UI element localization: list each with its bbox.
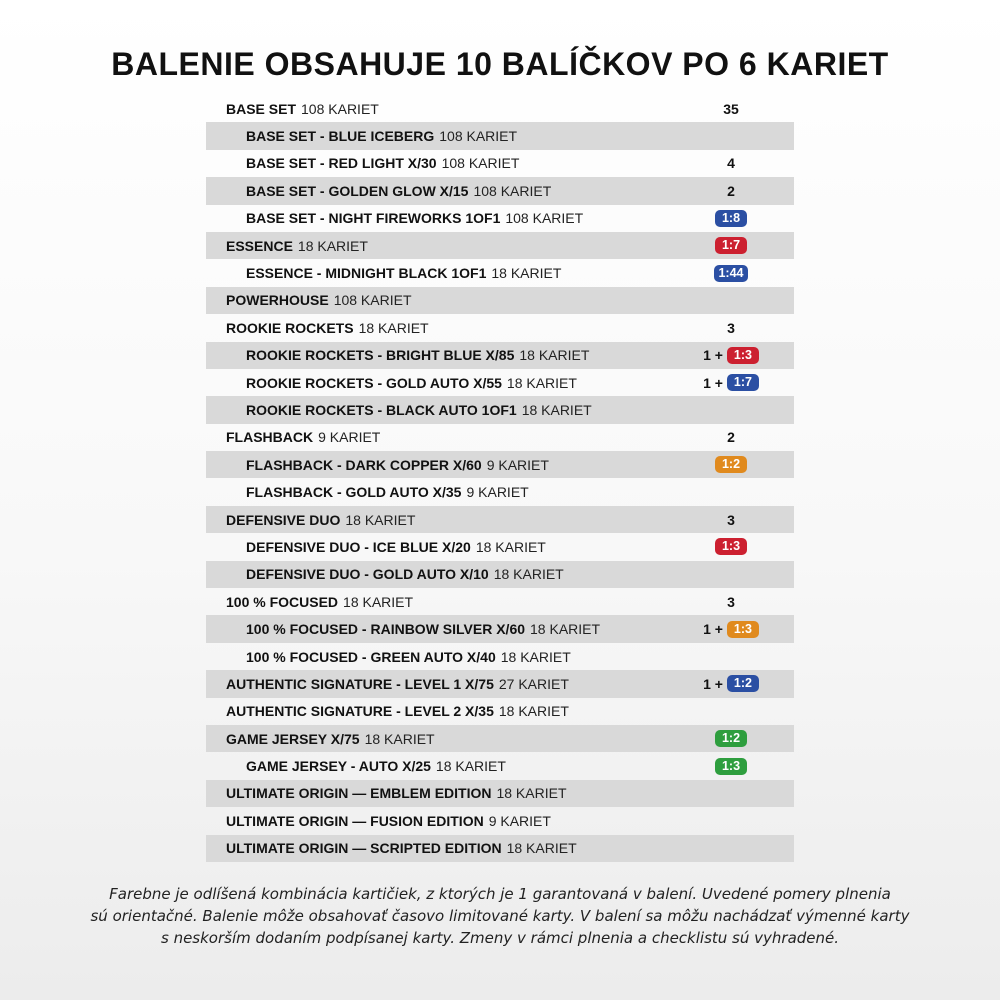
- row-ratio: [676, 506, 786, 533]
- row-label: [226, 314, 429, 341]
- row-name: 100 % FOCUSED - GREEN AUTO X/40: [246, 648, 496, 665]
- row-label: [246, 533, 546, 560]
- page-title: BALENIE OBSAHUJE 10 BALÍČKOV PO 6 KARIET: [111, 46, 889, 82]
- table-row: [206, 177, 794, 204]
- ratio-badge: 1:44: [714, 265, 747, 282]
- row-count: 108 KARIET: [505, 210, 584, 227]
- table-row: [206, 588, 794, 615]
- row-ratio: [676, 122, 786, 149]
- row-label: [226, 232, 368, 259]
- row-prefix: 1 +: [703, 374, 723, 391]
- row-name: BASE SET - RED LIGHT X/30: [246, 155, 437, 172]
- row-name: 100 % FOCUSED: [226, 593, 339, 610]
- table-row: [206, 725, 794, 752]
- row-count: 18 KARIET: [493, 566, 564, 583]
- row-name: 100 % FOCUSED - RAINBOW SILVER X/60: [246, 621, 526, 638]
- row-name: ESSENCE: [226, 237, 293, 254]
- row-ratio: [676, 588, 786, 615]
- row-name: ROOKIE ROCKETS - GOLD AUTO X/55: [246, 374, 502, 391]
- footer-line: s neskorším dodaním podpísanej karty. Zmeny v rámci plnenia a checklistu sú vyhradené.: [160, 929, 840, 947]
- row-label: [226, 780, 567, 807]
- row-count: 9 KARIET: [486, 456, 549, 473]
- ratio-badge: 1:7: [715, 237, 747, 254]
- row-count: 108 KARIET: [473, 182, 552, 199]
- row-label: [246, 259, 561, 286]
- row-label: [226, 588, 413, 615]
- table-row: [206, 561, 794, 588]
- row-ratio: [676, 643, 786, 670]
- table-row: [206, 95, 794, 122]
- footer-line: sú orientačné. Balenie môže obsahovať časovo limitované karty. V balení sa môžu nachádzať výmenné karty: [90, 907, 910, 925]
- row-ratio: [676, 424, 786, 451]
- row-count: 18 KARIET: [496, 785, 567, 802]
- row-ratio: [676, 259, 786, 286]
- row-ratio: [676, 232, 786, 259]
- footer-note: [60, 883, 940, 949]
- row-value: 35: [723, 100, 739, 117]
- table-row: [206, 287, 794, 314]
- row-ratio: [676, 95, 786, 122]
- table-row: [206, 670, 794, 697]
- row-ratio: [676, 533, 786, 560]
- row-label: [226, 670, 569, 697]
- table-row: [206, 835, 794, 862]
- row-name: AUTHENTIC SIGNATURE - LEVEL 1 X/75: [226, 675, 494, 692]
- ratio-badge: 1:2: [715, 456, 747, 473]
- row-label: [246, 752, 506, 779]
- row-name: DEFENSIVE DUO: [226, 511, 341, 528]
- row-ratio: [676, 342, 786, 369]
- row-count: 18 KARIET: [506, 374, 577, 391]
- table-row: [206, 424, 794, 451]
- row-label: [246, 205, 583, 232]
- row-value: 3: [727, 319, 735, 336]
- table-row: [206, 807, 794, 834]
- row-count: 108 KARIET: [301, 100, 379, 117]
- table-row: [206, 259, 794, 286]
- row-ratio: [676, 615, 786, 642]
- ratio-badge: 1:3: [715, 758, 747, 775]
- row-name: ROOKIE ROCKETS: [226, 319, 354, 336]
- row-label: [226, 506, 415, 533]
- row-label: [226, 287, 412, 314]
- row-count: 108 KARIET: [333, 292, 412, 309]
- row-count: 18 KARIET: [521, 401, 592, 418]
- row-label: [226, 835, 577, 862]
- row-count: 18 KARIET: [364, 730, 435, 747]
- row-value: 3: [727, 593, 735, 610]
- row-count: 18 KARIET: [358, 319, 429, 336]
- table-row: [206, 369, 794, 396]
- row-count: 18 KARIET: [500, 648, 571, 665]
- row-count: 18 KARIET: [345, 511, 416, 528]
- table-row: [206, 478, 794, 505]
- row-prefix: 1 +: [703, 621, 723, 638]
- row-label: [246, 478, 529, 505]
- row-label: [246, 177, 551, 204]
- row-ratio: [676, 670, 786, 697]
- row-ratio: [676, 205, 786, 232]
- row-label: [226, 725, 435, 752]
- row-count: 18 KARIET: [530, 621, 601, 638]
- row-ratio: [676, 287, 786, 314]
- table-row: [206, 150, 794, 177]
- row-label: [246, 342, 589, 369]
- table-row: [206, 396, 794, 423]
- ratio-badge: 1:2: [715, 730, 747, 747]
- table-row: [206, 451, 794, 478]
- table-row: [206, 752, 794, 779]
- row-name: FLASHBACK - GOLD AUTO X/35: [246, 484, 462, 501]
- row-label: [246, 150, 519, 177]
- row-ratio: [676, 150, 786, 177]
- row-count: 9 KARIET: [466, 484, 529, 501]
- row-name: ULTIMATE ORIGIN — FUSION EDITION: [226, 812, 484, 829]
- row-ratio: [676, 314, 786, 341]
- row-count: 18 KARIET: [297, 237, 368, 254]
- row-label: [246, 643, 571, 670]
- ratio-badge: 1:8: [715, 210, 747, 227]
- row-value: 3: [727, 511, 735, 528]
- footer-line: Farebne je odlíšená kombinácia kartičiek, z ktorých je 1 garantovaná v balení. Uvedené pomery plnenia: [109, 885, 891, 903]
- table-row: [206, 615, 794, 642]
- table-row: [206, 506, 794, 533]
- row-label: [226, 424, 380, 451]
- row-count: 9 KARIET: [488, 812, 551, 829]
- ratio-badge: 1:7: [727, 374, 759, 391]
- table-row: [206, 205, 794, 232]
- row-name: BASE SET - NIGHT FIREWORKS 1OF1: [246, 210, 501, 227]
- row-ratio: [676, 451, 786, 478]
- row-ratio: [676, 396, 786, 423]
- ratio-badge: 1:3: [715, 538, 747, 555]
- row-name: FLASHBACK: [226, 429, 314, 446]
- table-row: [206, 314, 794, 341]
- table-row: [206, 643, 794, 670]
- row-ratio: [676, 752, 786, 779]
- table-row: [206, 232, 794, 259]
- ratio-badge: 1:2: [727, 675, 759, 692]
- row-count: 18 KARIET: [506, 840, 577, 857]
- table-row: [206, 122, 794, 149]
- row-count: 27 KARIET: [498, 675, 569, 692]
- ratio-badge: 1:3: [727, 621, 759, 638]
- row-name: BASE SET: [226, 100, 297, 117]
- row-value: 2: [727, 182, 735, 199]
- row-label: [226, 698, 569, 725]
- row-count: 18 KARIET: [491, 265, 562, 282]
- table-row: [206, 342, 794, 369]
- table-row: [206, 698, 794, 725]
- checklist-table: [206, 95, 794, 862]
- row-label: [246, 451, 549, 478]
- row-count: 108 KARIET: [441, 155, 520, 172]
- row-name: POWERHOUSE: [226, 292, 329, 309]
- row-ratio: [676, 780, 786, 807]
- row-prefix: 1 +: [703, 347, 723, 364]
- row-label: [246, 122, 517, 149]
- row-name: ESSENCE - MIDNIGHT BLACK 1OF1: [246, 265, 487, 282]
- row-label: [246, 561, 564, 588]
- row-ratio: [676, 561, 786, 588]
- row-count: 18 KARIET: [519, 347, 590, 364]
- row-value: 2: [727, 429, 735, 446]
- row-label: [246, 615, 600, 642]
- row-ratio: [676, 725, 786, 752]
- row-count: 18 KARIET: [475, 538, 546, 555]
- row-ratio: [676, 369, 786, 396]
- row-label: [246, 369, 577, 396]
- row-count: 18 KARIET: [498, 703, 569, 720]
- row-name: ROOKIE ROCKETS - BLACK AUTO 1OF1: [246, 401, 517, 418]
- row-name: ULTIMATE ORIGIN — SCRIPTED EDITION: [226, 840, 502, 857]
- row-name: GAME JERSEY - AUTO X/25: [246, 758, 431, 775]
- row-ratio: [676, 177, 786, 204]
- row-count: 18 KARIET: [343, 593, 414, 610]
- row-name: ULTIMATE ORIGIN — EMBLEM EDITION: [226, 785, 492, 802]
- row-label: [226, 95, 379, 122]
- row-name: BASE SET - BLUE ICEBERG: [246, 128, 435, 145]
- row-ratio: [676, 698, 786, 725]
- row-name: ROOKIE ROCKETS - BRIGHT BLUE X/85: [246, 347, 515, 364]
- row-name: AUTHENTIC SIGNATURE - LEVEL 2 X/35: [226, 703, 494, 720]
- row-count: 108 KARIET: [439, 128, 518, 145]
- row-ratio: [676, 835, 786, 862]
- row-label: [226, 807, 551, 834]
- row-name: DEFENSIVE DUO - ICE BLUE X/20: [246, 538, 471, 555]
- row-label: [246, 396, 592, 423]
- row-ratio: [676, 478, 786, 505]
- ratio-badge: 1:3: [727, 347, 759, 364]
- row-name: DEFENSIVE DUO - GOLD AUTO X/10: [246, 566, 489, 583]
- row-count: 9 KARIET: [318, 429, 381, 446]
- row-name: BASE SET - GOLDEN GLOW X/15: [246, 182, 469, 199]
- row-name: GAME JERSEY X/75: [226, 730, 360, 747]
- row-count: 18 KARIET: [435, 758, 506, 775]
- table-row: [206, 780, 794, 807]
- row-value: 4: [727, 155, 735, 172]
- row-prefix: 1 +: [703, 675, 723, 692]
- row-name: FLASHBACK - DARK COPPER X/60: [246, 456, 482, 473]
- table-row: [206, 533, 794, 560]
- row-ratio: [676, 807, 786, 834]
